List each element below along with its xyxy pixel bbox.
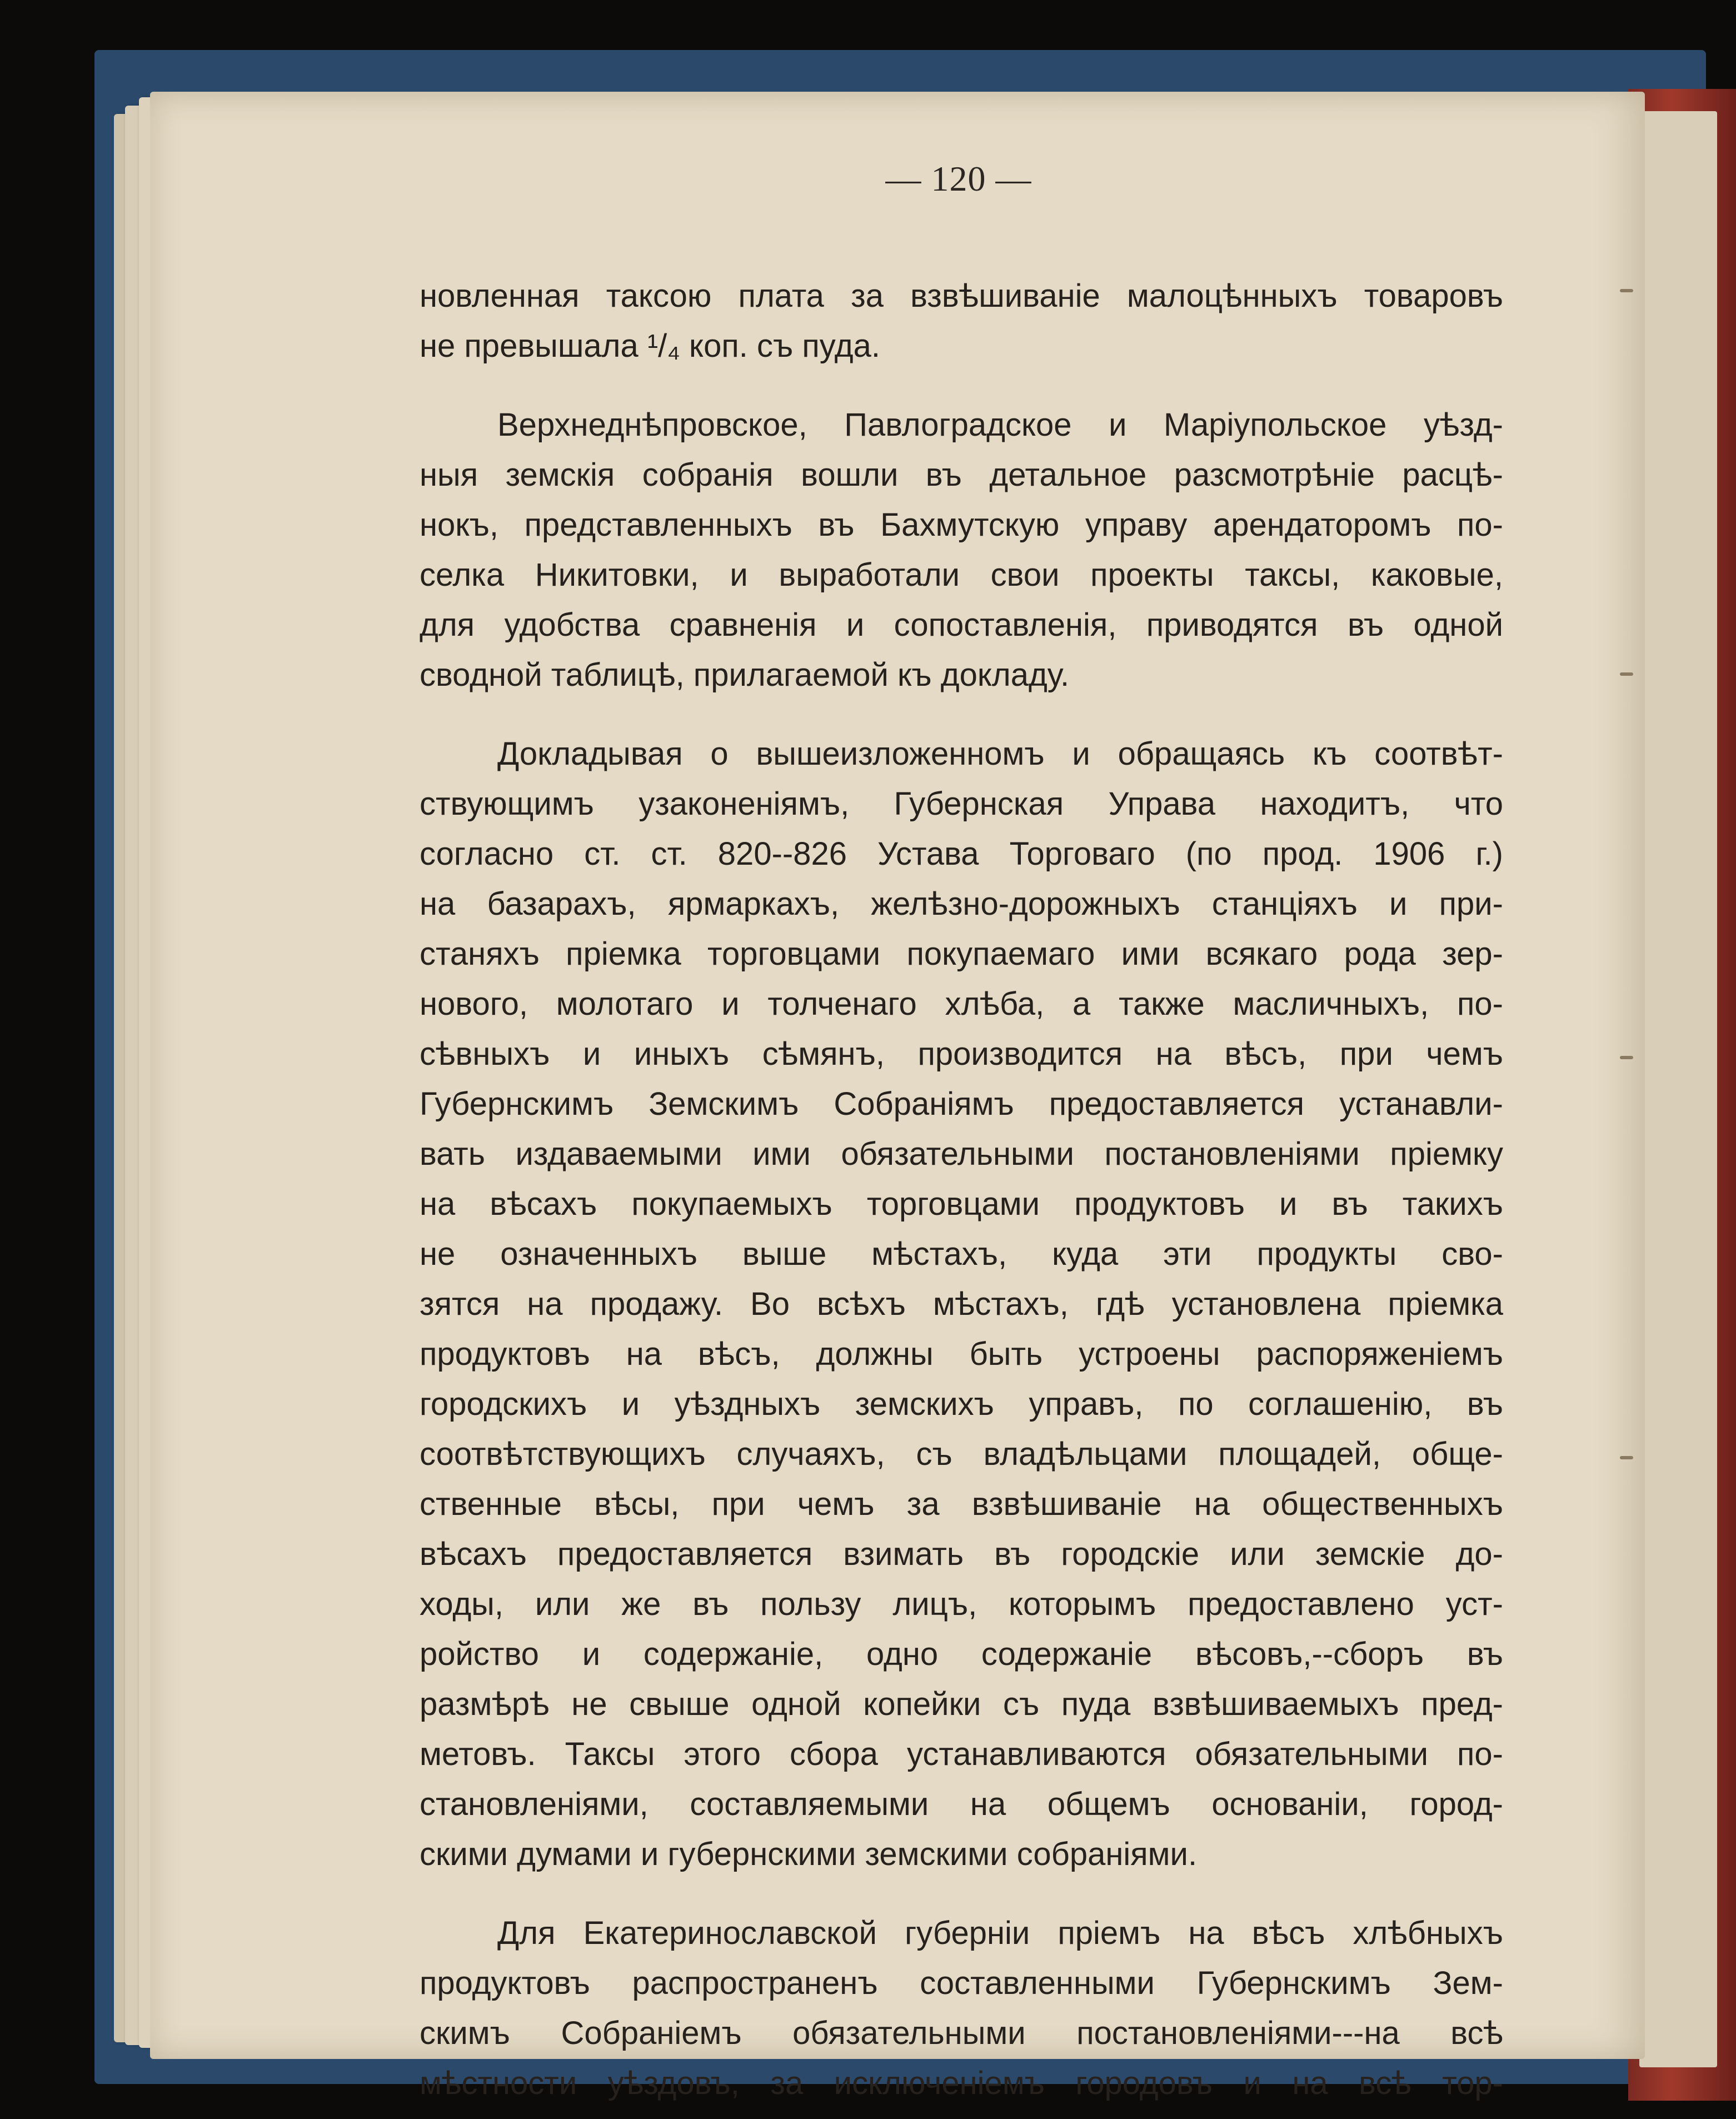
text-line: зятся на продажу. Во всѣхъ мѣстахъ, гдѣ установлена пріемка xyxy=(420,1286,1503,1322)
text-line: на базарахъ, ярмаркахъ, желѣзно-дорожныхъ станціяхъ и при- xyxy=(420,886,1503,922)
text-line: мѣстности уѣздовъ, за исключеніемъ городовъ и на всѣ тор- xyxy=(420,2065,1503,2101)
text-line: не означенныхъ выше мѣстахъ, куда эти продукты сво- xyxy=(420,1236,1503,1272)
text-line: Докладывая о вышеизложенномъ и обращаясь къ соотвѣт- xyxy=(497,736,1503,772)
show-through xyxy=(422,239,1478,272)
facing-page-edge xyxy=(1639,111,1717,2067)
text-line: станяхъ пріемка торговцами покупаемаго ими всякаго рода зер- xyxy=(420,936,1503,972)
text-line: скими думами и губернскими земскими собраніями. xyxy=(420,1836,1198,1872)
text-line: размѣрѣ не свыше одной копейки съ пуда взвѣшиваемыхъ пред- xyxy=(420,1686,1503,1722)
text-line: продуктовъ распространенъ составленными Губернскимъ Зем- xyxy=(420,1965,1503,2001)
text-line: вѣсахъ предоставляется взимать въ городскіе или земскіе до- xyxy=(420,1536,1503,1572)
text-line: ройство и содержаніе, одно содержаніе вѣсовъ,--сборъ въ xyxy=(420,1636,1503,1672)
text-line: ходы, или же въ пользу лицъ, которымъ предоставлено уст- xyxy=(420,1586,1503,1622)
paragraph xyxy=(420,1908,1503,2108)
text-line: ныя земскія собранія вошли въ детальное разсмотрѣніе расцѣ- xyxy=(420,457,1503,493)
text-line: нокъ, представленныхъ въ Бахмутскую управу арендаторомъ по- xyxy=(420,507,1503,543)
text-line: сводной таблицѣ, прилагаемой къ докладу. xyxy=(420,657,1070,693)
text-line: ственные вѣсы, при чемъ за взвѣшиваніе на общественныхъ xyxy=(420,1486,1503,1522)
page-body xyxy=(420,271,1503,2108)
page-number: — 120 — xyxy=(885,159,1032,198)
text-line: селка Никитовки, и выработали свои проекты таксы, каковые, xyxy=(420,557,1503,593)
text-line: новленная таксою плата за взвѣшиваніе малоцѣнныхъ товаровъ xyxy=(420,278,1503,314)
text-line: не превышала ¹/₄ коп. съ пуда. xyxy=(420,328,881,364)
binding-stitch xyxy=(1620,672,1633,676)
text-line: метовъ. Таксы этого сбора устанавливаются обязательными по- xyxy=(420,1736,1503,1772)
text-line: Для Екатеринославской губерніи пріемъ на вѣсъ хлѣбныхъ xyxy=(497,1915,1503,1951)
text-line: вать издаваемыми ими обязательными постановленіями пріемку xyxy=(420,1136,1503,1172)
binding-stitch xyxy=(1620,289,1633,292)
text-line: ствующимъ узаконеніямъ, Губернская Управа находитъ, что xyxy=(420,786,1503,822)
text-line: городскихъ и уѣздныхъ земскихъ управъ, по соглашенію, въ xyxy=(420,1386,1503,1422)
text-line: сѣвныхъ и иныхъ сѣмянъ, производится на вѣсъ, при чемъ xyxy=(420,1036,1503,1072)
text-line: становленіями, составляемыми на общемъ основаніи, город- xyxy=(420,1786,1503,1822)
text-line: нового, молотаго и толченаго хлѣба, а также масличныхъ, по- xyxy=(420,986,1503,1022)
text-line: скимъ Собраніемъ обязательными постановленіями---на всѣ xyxy=(420,2015,1503,2051)
paragraph xyxy=(420,400,1503,700)
text-line: продуктовъ на вѣсъ, должны быть устроены распоряженіемъ xyxy=(420,1336,1503,1372)
paragraph xyxy=(420,729,1503,1879)
text-line: Губернскимъ Земскимъ Собраніямъ предоставляется устанавли- xyxy=(420,1086,1503,1122)
binding-stitch xyxy=(1620,1056,1633,1059)
paragraph xyxy=(420,271,1503,371)
text-line: согласно ст. ст. 820--826 Устава Торговаго (по прод. 1906 г.) xyxy=(420,836,1503,872)
text-line: соотвѣтствующихъ случаяхъ, съ владѣльцами площадей, обще- xyxy=(420,1436,1503,1472)
text-line: Верхнеднѣпровское, Павлоградское и Маріупольское уѣзд- xyxy=(497,407,1503,443)
binding-stitch xyxy=(1620,1456,1633,1459)
text-line: на вѣсахъ покупаемыхъ торговцами продуктовъ и въ такихъ xyxy=(420,1186,1503,1222)
text-line: для удобства сравненія и сопоставленія, приводятся въ одной xyxy=(420,607,1503,643)
